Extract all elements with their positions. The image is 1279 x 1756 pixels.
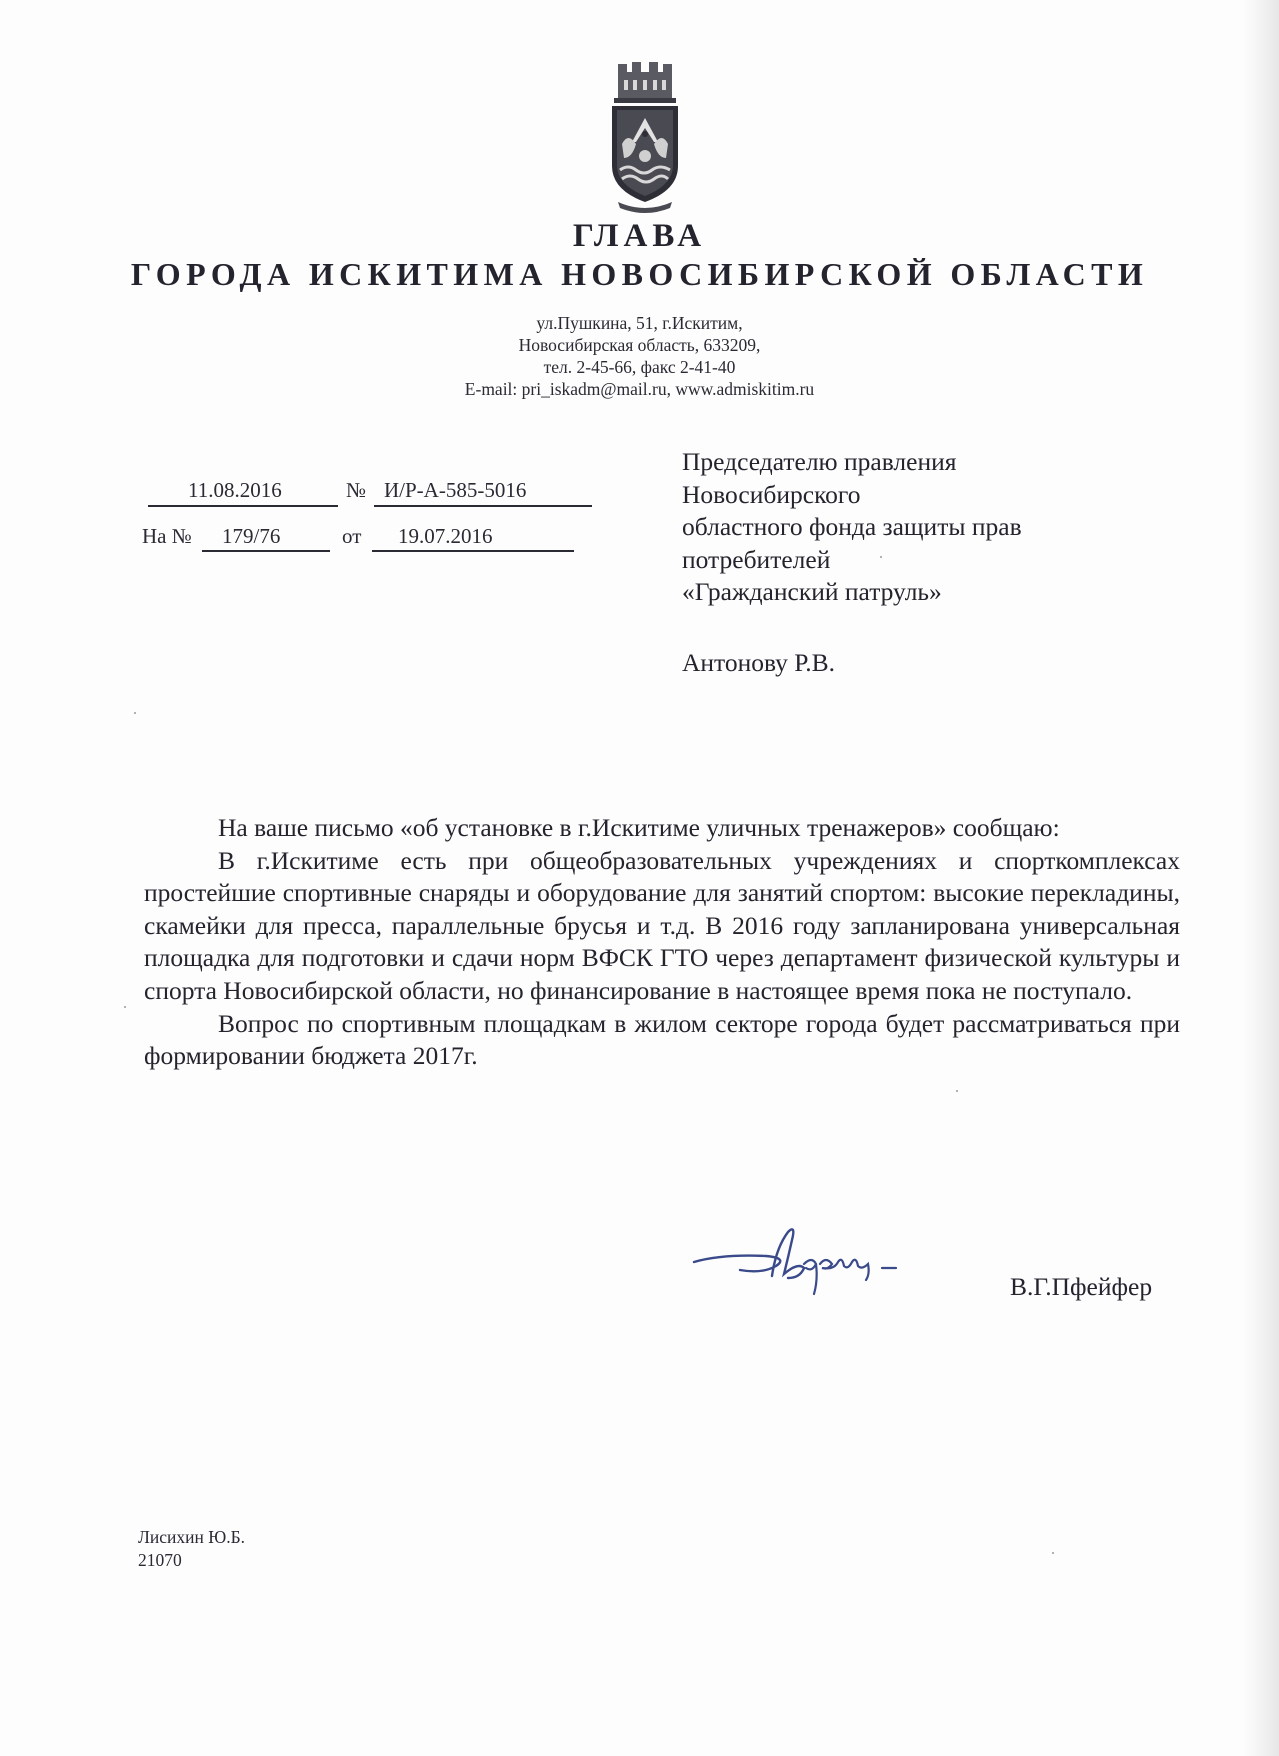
scan-speck [134, 712, 136, 714]
body-paragraph: В г.Искитиме есть при общеобразовательных учреждениях и спорткомплексах простейшие спортивные снаряды и оборудование для занятий спортом: высокие перекладины, скамейки для пресса, параллельные брусья и т.д. В 2016 году запланирована универсальная площадка для подготовки и сдачи норм ВФСК ГТО через департамент физической культуры и спорта Новосибирской области, но финансирование в настоящее время пока не поступало. [144, 845, 1180, 1005]
executor-name: Лисихин Ю.Б. [138, 1527, 246, 1547]
recipient-line: «Гражданский патруль» [682, 577, 942, 606]
scan-speck [956, 1090, 958, 1092]
signer-name: В.Г.Пфейфер [1010, 1272, 1153, 1301]
address-email: E-mail: pri_iskadm@mail.ru, www.admiskitim.ru [464, 379, 815, 399]
reply-date: 19.07.2016 [398, 524, 493, 548]
scan-speck [1052, 1552, 1054, 1554]
body-paragraph: На ваше письмо «об установке в г.Искитиме уличных тренажеров» сообщаю: [218, 813, 1060, 842]
reply-date-label: от [342, 524, 362, 548]
reply-date-underline [372, 550, 574, 552]
recipient-line: Новосибирского [682, 479, 861, 509]
sender-address [0, 312, 1279, 400]
executor-phone: 21070 [138, 1550, 182, 1570]
reply-number-label: На № [142, 524, 192, 548]
recipient-line: потребителей [682, 544, 831, 574]
header-title: ГЛАВА [572, 218, 707, 254]
reply-number: 179/76 [222, 524, 281, 548]
header-subtitle: ГОРОДА ИСКИТИМА НОВОСИБИРСКОЙ ОБЛАСТИ [130, 256, 1149, 292]
executor-block [138, 1526, 245, 1572]
recipient-line: Председателю правления [682, 447, 957, 476]
recipient-line: областного фонда защиты прав [682, 512, 1022, 541]
outgoing-number: И/Р-А-585-5016 [384, 478, 527, 502]
outgoing-number-underline [374, 505, 592, 507]
handwritten-signature [692, 1218, 922, 1308]
recipient-name: Антонову Р.В. [682, 648, 836, 677]
address-street: ул.Пушкина, 51, г.Искитим, [536, 313, 743, 333]
outgoing-date: 11.08.2016 [188, 478, 282, 502]
outgoing-date-underline [148, 505, 338, 507]
coat-of-arms-emblem [604, 62, 686, 214]
body-paragraph: Вопрос по спортивным площадкам в жилом секторе города будет рассматриваться при формировании бюджета 2017г. [144, 1008, 1180, 1071]
scan-speck [880, 556, 882, 558]
address-phone: тел. 2-45-66, факс 2-41-40 [543, 357, 736, 377]
address-region: Новосибирская область, 633209, [518, 335, 761, 355]
outgoing-number-label: № [346, 478, 367, 502]
reply-number-underline [202, 550, 330, 552]
recipient-block [682, 446, 1022, 609]
letter-body [144, 812, 1180, 1073]
scan-speck [124, 1006, 126, 1008]
